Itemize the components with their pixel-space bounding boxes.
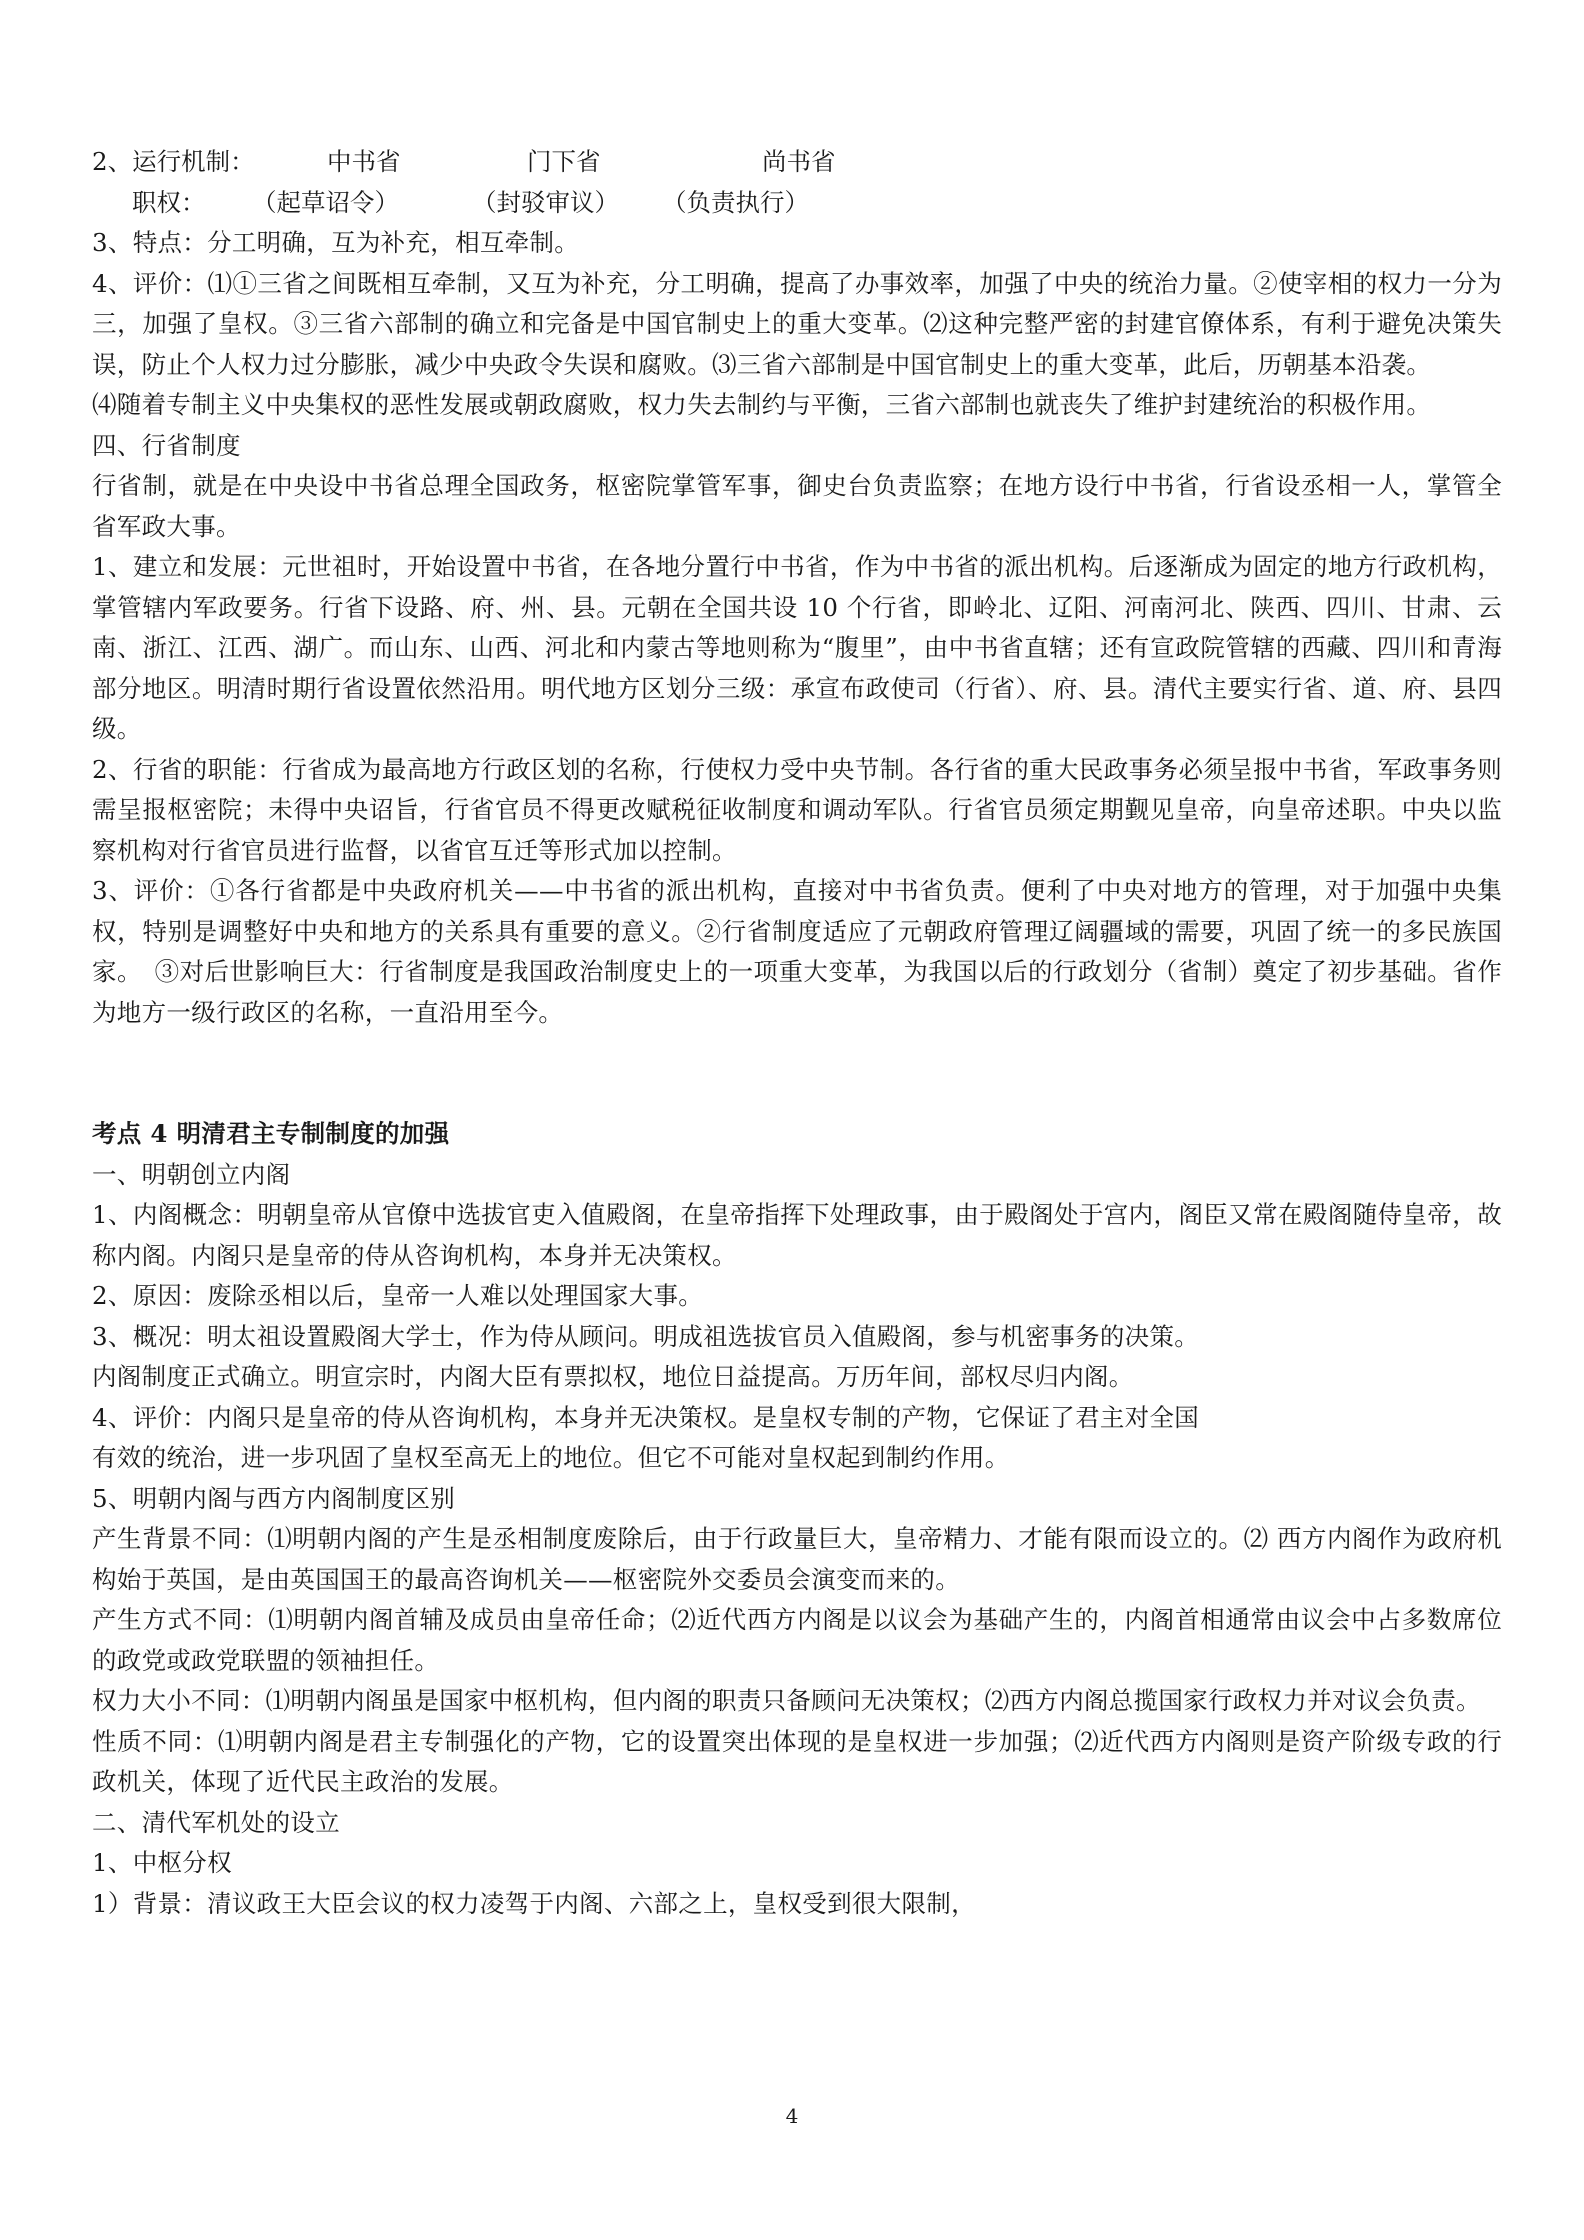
province-intro-paragraph: 行省制，就是在中央设中书省总理全国政务，枢密院掌管军事，御史台负责监察；在地方设行中书省，行省设丞相一人，掌管全省军政大事。 [92,471,1502,541]
topic-4-heading: 考点 4 明清君主专制制度的加强 [92,1119,450,1148]
cabinet-evaluation-continued: 有效的统治，进一步巩固了皇权至高无上的地位。但它不可能对皇权起到制约作用。 [92,1443,1010,1472]
compare-method-paragraph: 产生方式不同：⑴明朝内阁首辅及成员由皇帝任命；⑵近代西方内阁是以议会为基础产生的，内阁首相通常由议会中占多数席位的政党或政党联盟的领袖担任。 [92,1605,1502,1675]
cabinet-reason-paragraph: 2、原因：废除丞相以后，皇帝一人难以处理国家大事。 [92,1281,704,1310]
cabinet-evaluation-paragraph: 4、评价：内阁只是皇帝的侍从咨询机构，本身并无决策权。是皇权专制的产物，它保证了君主对全国 [92,1402,1200,1432]
cabinet-overview-continued: 内阁制度正式确立。明宣宗时，内阁大臣有票拟权，地位日益提高。万历年间，部权尽归内阁。 [92,1362,1134,1391]
evaluation-4-paragraph: ⑷随着专制主义中央集权的恶性发展或朝政腐败，权力失去制约与平衡，三省六部制也就丧失了维护封建统治的积极作用。 [92,390,1432,419]
cabinet-overview-paragraph: 3、概况：明太祖设置殿阁大学士，作为侍从顾问。明成祖选拔官员入值殿阁，参与机密事务的决策。 [92,1321,1200,1351]
grand-council-subtitle: 1、中枢分权 [92,1848,232,1877]
section-gap [92,1033,1502,1114]
powers-row [92,183,1502,224]
compare-background-paragraph: 产生背景不同：⑴明朝内阁的产生是丞相制度废除后，由于行政量巨大，皇帝精力、才能有限而设立的。⑵ 西方内阁作为政府机构始于英国，是由英国国王的最高咨询机关——枢密院外交委员会演变而来的。 [92,1524,1502,1594]
mechanism-row [92,142,1502,183]
compare-power-paragraph: 权力大小不同：⑴明朝内阁虽是国家中枢机构，但内阁的职责只备顾问无决策权；⑵西方内阁总揽国家行政权力并对议会负责。 [92,1686,1481,1715]
document-page [92,142,1502,1924]
section-title-province: 四、行省制度 [92,430,241,460]
compare-nature-paragraph: 性质不同：⑴明朝内阁是君主专制强化的产物，它的设置突出体现的是皇权进一步加强；⑵近代西方内阁则是资产阶级专政的行政机关，体现了近代民主政治的发展。 [92,1726,1502,1796]
organ-shangshu: 尚书省 [762,147,836,176]
cabinet-compare-title: 5、明朝内阁与西方内阁制度区别 [92,1483,456,1513]
organ-zhongshu: 中书省 [327,147,401,176]
grand-council-background: 1）背景：清议政王大臣会议的权力凌驾于内阁、六部之上，皇权受到很大限制， [92,1888,976,1918]
province-establishment-paragraph: 1、建立和发展：元世祖时，开始设置中书省，在各地分置行中书省，作为中书省的派出机构。后逐渐成为固定的地方行政机构，掌管辖内军政要务。行省下设路、府、州、县。元朝在全国共设 10 个行省，即岭北、辽阳、河南河北、陕西、四川、甘肃、云南、浙江、江西、湖广。而山东、山西、河北和内蒙古等地则称为“腹里”，由中书省直辖；还有宣政院管辖的西藏、四川和青海部分地区。明清时期行省设置依然沿用。明代地方区划分三级：承宣布政使司（行省）、府、县。清代主要实行省、道、府、县四级。 [92,552,1502,743]
province-function-paragraph: 2、行省的职能：行省成为最高地方行政区划的名称，行使权力受中央节制。各行省的重大民政事务必须呈报中书省，军政事务则需呈报枢密院；未得中央诏旨，行省官员不得更改赋税征收制度和调动军队。行省官员须定期觐见皇帝，向皇帝述职。中央以监察机构对行省官员进行监督，以省官互迁等形式加以控制。 [92,754,1502,865]
powers-label: 职权： [132,187,206,217]
province-evaluation-paragraph: 3、评价：①各行省都是中央政府机关——中书省的派出机构，直接对中书省负责。便利了中央对地方的管理，对于加强中央集权，特别是调整好中央和地方的关系具有重要的意义。②行省制度适应了元朝政府管理辽阔疆域的需要，巩固了统一的多民族国家。 ③对后世影响巨大：行省制度是我国政治制度史上的一项重大变革，为我国以后的行政划分（省制）奠定了初步基础。省作为地方一级行政区的名称，一直沿用至今。 [92,876,1502,1027]
power-execution: （负责执行） [662,187,809,217]
cabinet-concept-paragraph: 1、内阁概念：明朝皇帝从官僚中选拔官吏入值殿阁，在皇帝指挥下处理政事，由于殿阁处于宫内，阁臣又常在殿阁随侍皇帝，故称内阁。内阁只是皇帝的侍从咨询机构，本身并无决策权。 [92,1200,1502,1270]
mechanism-label: 2、运行机制： [92,147,255,176]
cabinet-section-title: 一、明朝创立内阁 [92,1159,291,1189]
power-drafting: （起草诏令） [252,187,399,217]
page-number: 4 [785,2104,799,2128]
grand-council-section-title: 二、清代军机处的设立 [92,1807,340,1837]
organ-menxia: 门下省 [527,147,601,176]
evaluation-paragraph: 4、评价：⑴①三省之间既相互牵制，又互为补充，分工明确，提高了办事效率，加强了中央的统治力量。②使宰相的权力一分为三，加强了皇权。③三省六部制的确立和完备是中国官制史上的重大变革。⑵这种完整严密的封建官僚体系，有利于避免决策失误，防止个人权力过分膨胀，减少中央政令失误和腐败。⑶三省六部制是中国官制史上的重大变革，此后，历朝基本沿袭。 [92,268,1502,379]
power-review: （封驳审议） [472,187,619,217]
feature-paragraph: 3、特点：分工明确，互为补充，相互牵制。 [92,228,580,257]
